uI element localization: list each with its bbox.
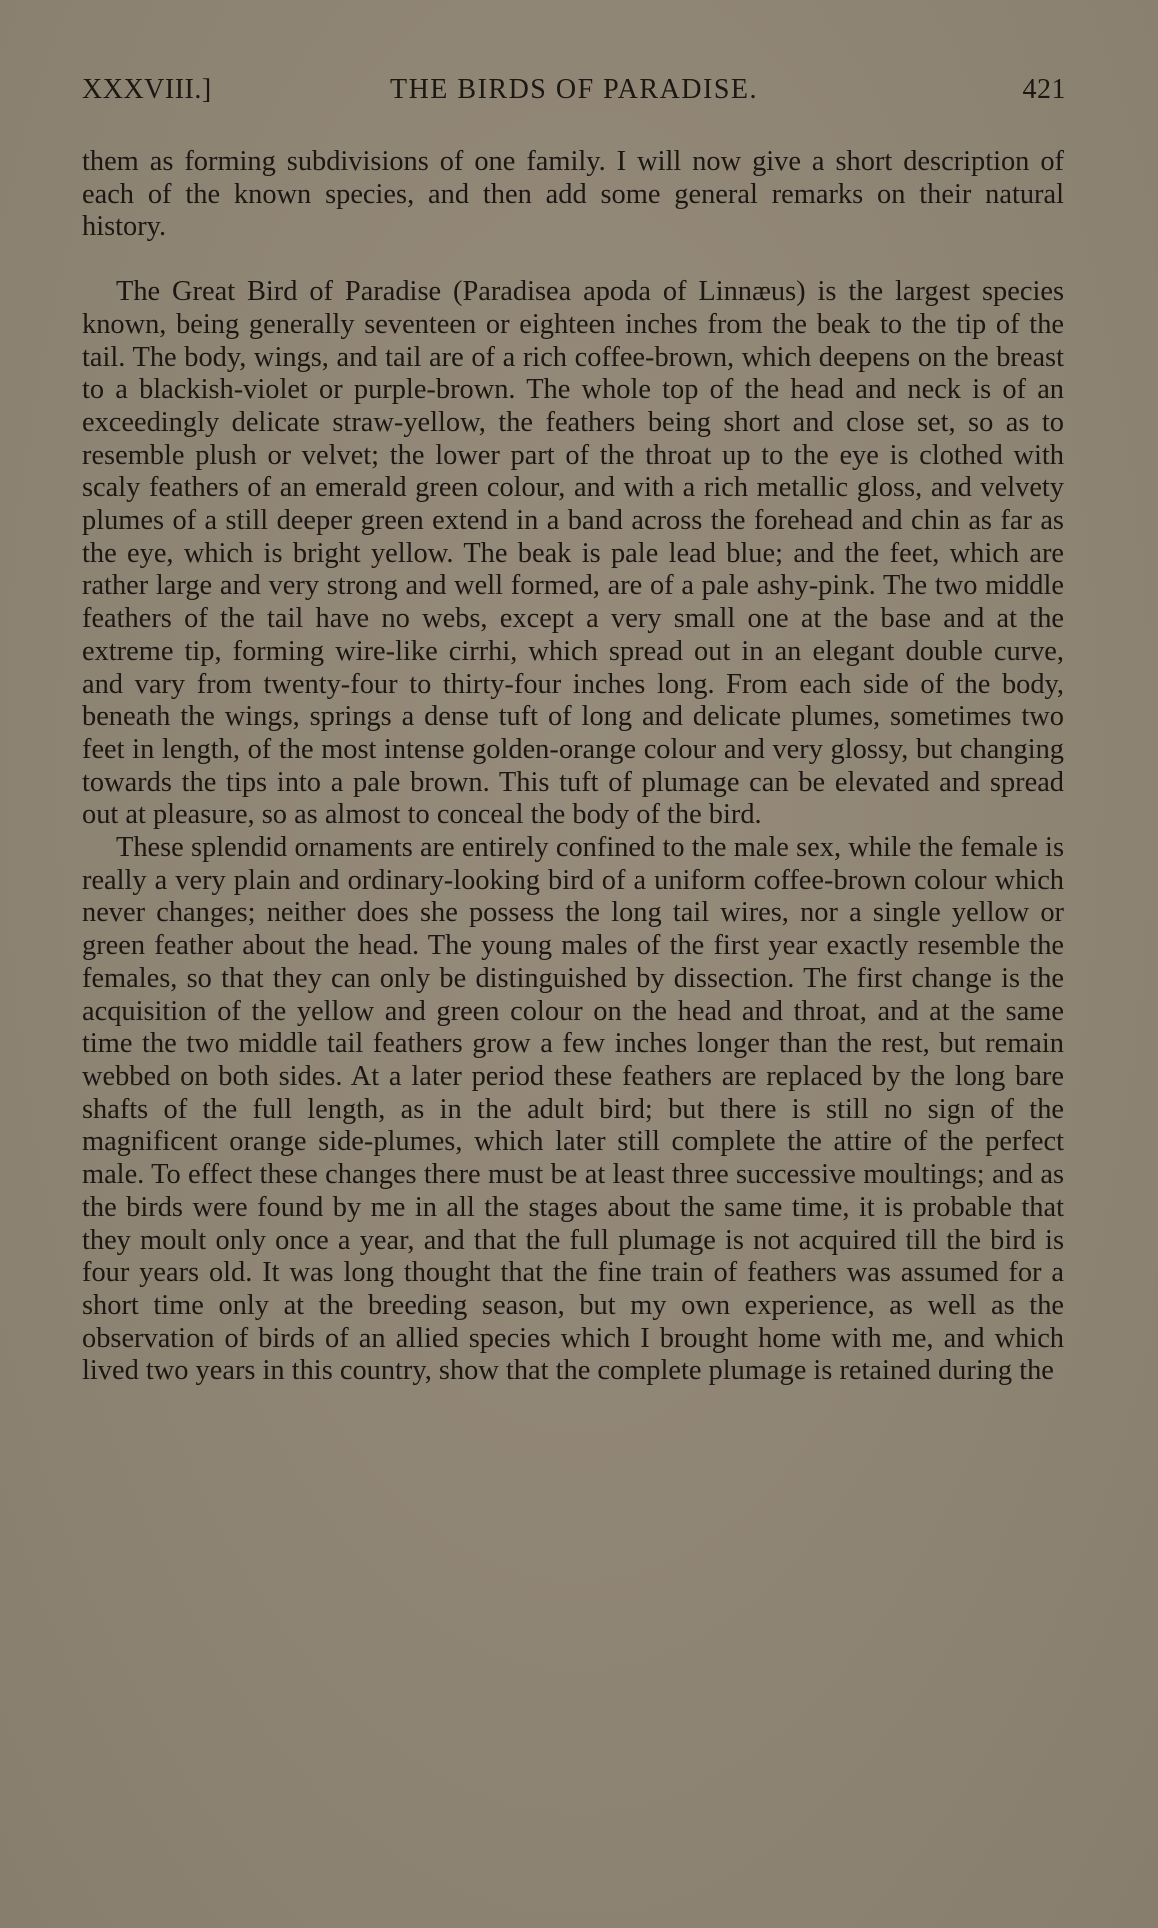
chapter-number: XXXVIII.] [82,74,212,105]
page-number: 421 [1022,74,1066,105]
running-head [82,74,1066,114]
paragraph-great-bird: The Great Bird of Paradise (Paradisea apoda of Linnæus) is the largest species known, being generally seventeen or eighteen inches from the beak to the tip of the tail. The body, wings, and tail are of a rich coffee-brown, which deepens on the breast to a blackish-violet or purple-brown. The whole top of the head and neck is of an exceedingly delicate straw-yellow, the feathers being short and close set, so as to resemble plush or velvet; the lower part of the throat up to the eye is clothed with scaly feathers of an emerald green colour, and with a rich metallic gloss, and velvety plumes of a still deeper green extend in a band across the forehead and chin as far as the eye, which is bright yellow. The beak is pale lead blue; and the feet, which are rather large and very strong and well formed, are of a pale ashy-pink. The two middle feathers of the tail have no webs, except a very small one at the base and at the extreme tip, forming wire-like cirrhi, which spread out in an elegant double curve, and vary from twenty-four to thirty-four inches long. From each side of the body, beneath the wings, springs a dense tuft of long and delicate plumes, sometimes two feet in length, of the most intense golden-orange colour and very glossy, but changing towards the tips into a pale brown. This tuft of plumage can be elevated and spread out at pleasure, so as almost to conceal the body of the bird. [82,276,1064,831]
page-title: THE BIRDS OF PARADISE. [389,74,759,105]
body-text [82,146,1064,1388]
paragraph-continued: them as forming subdivisions of one family. I will now give a short description of each of the known species, and then add some general remarks on their natural history. [82,146,1064,243]
paragraph-ornaments: These splendid ornaments are entirely confined to the male sex, while the female is really a very plain and ordinary-looking bird of a uniform coffee-brown colour which never changes; neither does she possess the long tail wires, nor a single yellow or green feather about the head. The young males of the first year exactly resemble the females, so that they can only be distinguished by dissection. The first change is the acquisition of the yellow and green colour on the head and throat, and at the same time the two middle tail feathers grow a few inches longer than the rest, but remain webbed on both sides. At a later period these feathers are replaced by the long bare shafts of the full length, as in the adult bird; but there is still no sign of the magnificent orange side-plumes, which later still complete the attire of the perfect male. To effect these changes there must be at least three successive moultings; and as the birds were found by me in all the stages about the same time, it is probable that they moult only once a year, and that the full plumage is not acquired till the bird is four years old. It was long thought that the fine train of feathers was assumed for a short time only at the breeding season, but my own experience, as well as the observation of birds of an allied species which I brought home with me, and which lived two years in this country, show that the complete plumage is retained during the [82,832,1064,1387]
